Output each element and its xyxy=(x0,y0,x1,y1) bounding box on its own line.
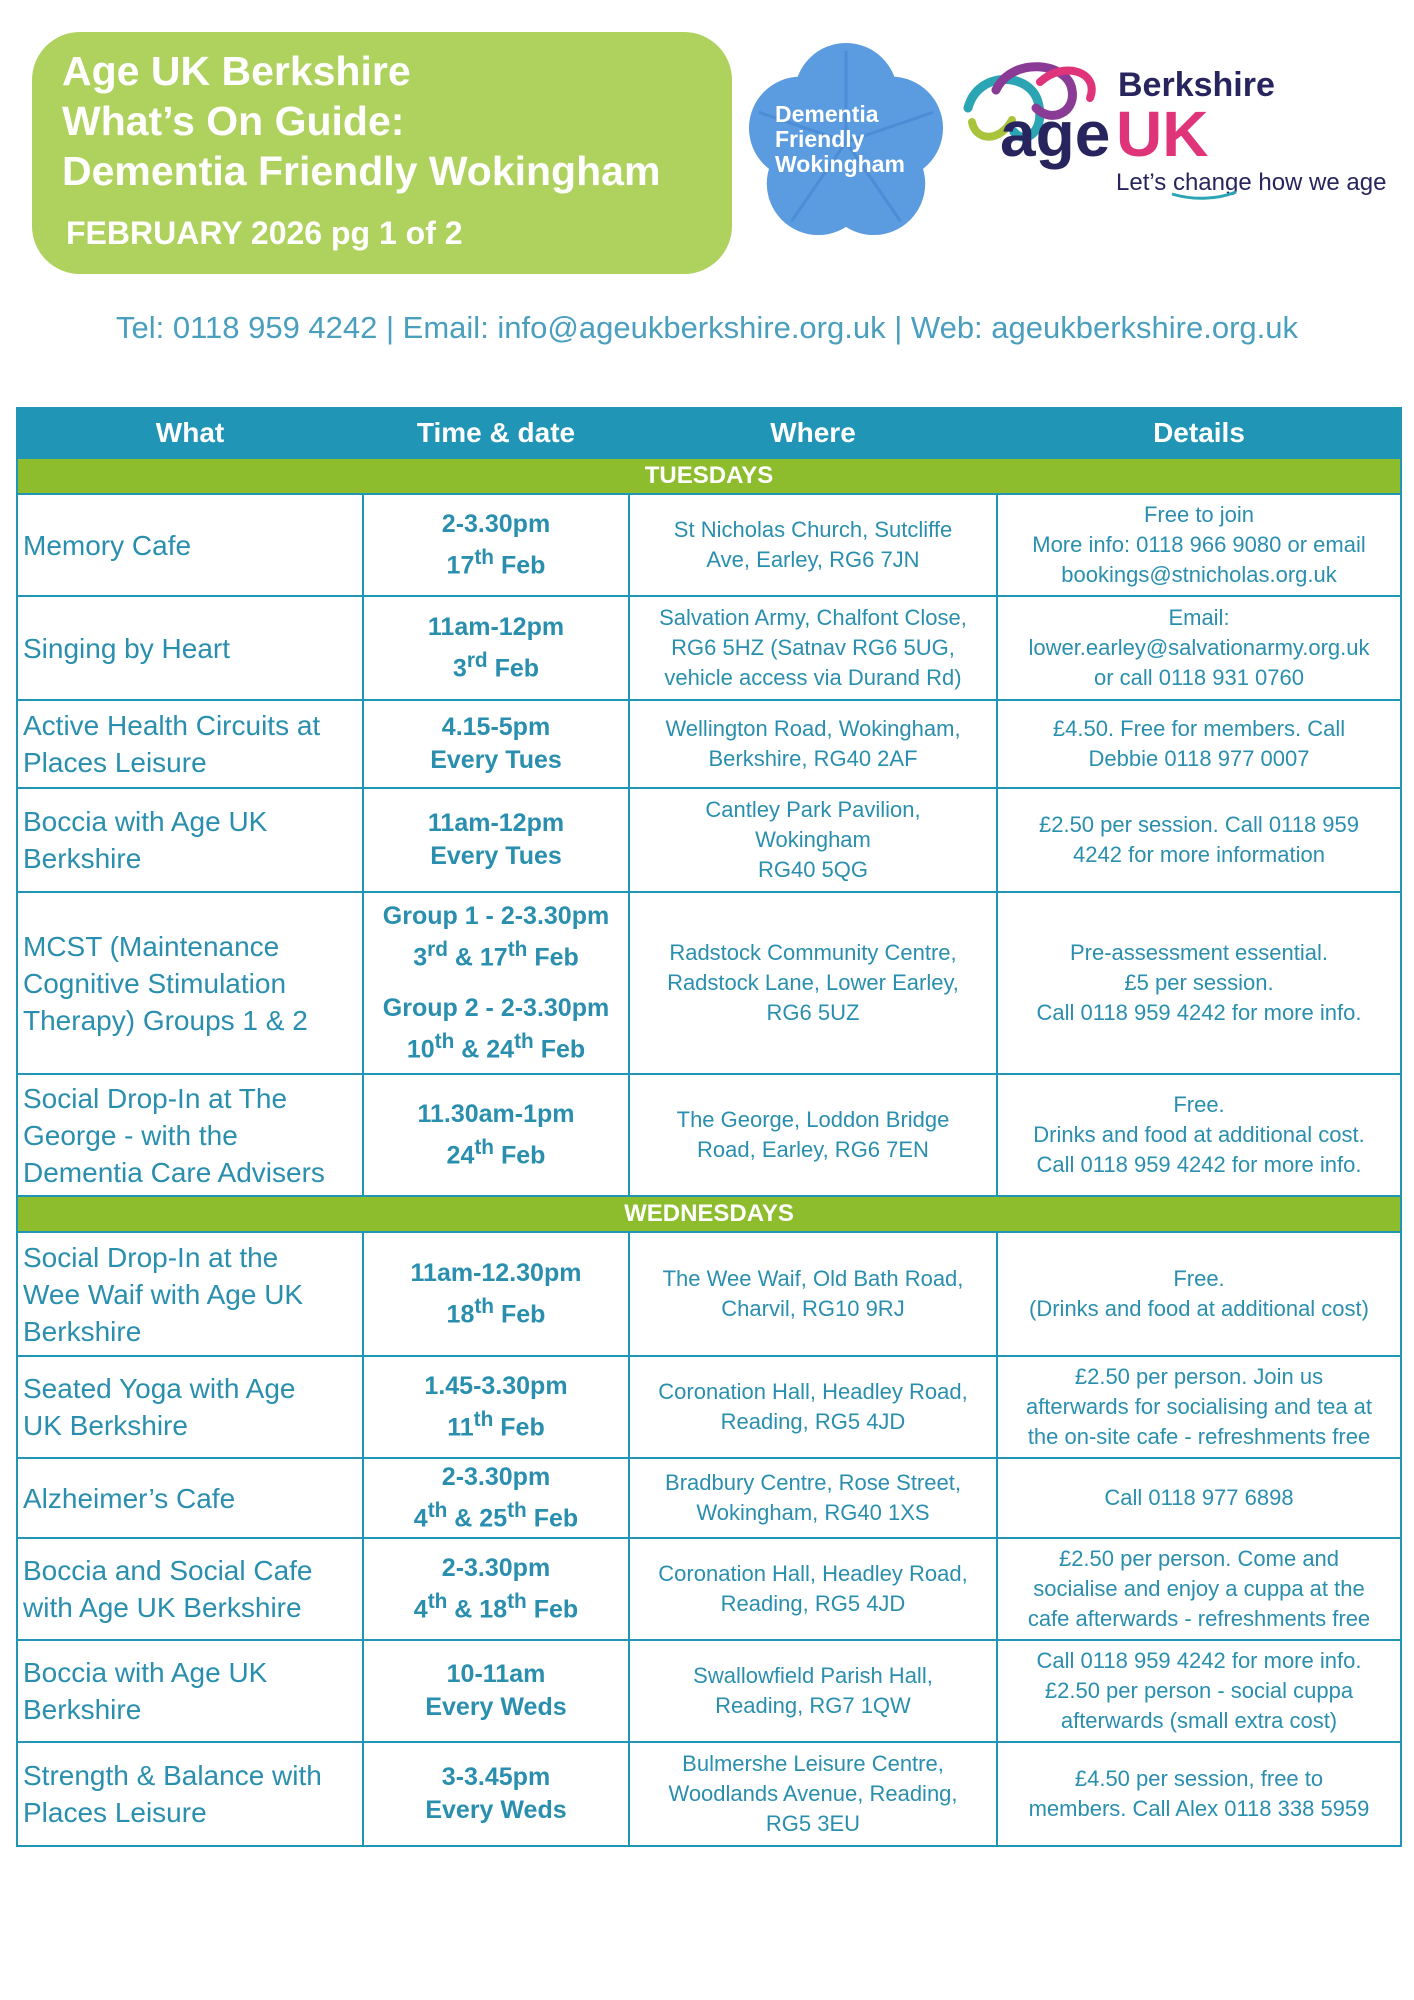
event-details: £4.50 per session, free to members. Call Alex 0118 338 5959 xyxy=(997,1742,1401,1846)
event-date: 18th Feb xyxy=(446,1294,546,1329)
section-row-tuesdays xyxy=(17,458,1401,494)
event-time-date xyxy=(363,596,629,700)
column-header-details: Details xyxy=(997,408,1401,458)
event-location: St Nicholas Church, Sutcliffe Ave, Earley, RG6 7JN xyxy=(629,494,997,596)
event-location: Bradbury Centre, Rose Street, Wokingham, RG40 1XS xyxy=(629,1458,997,1538)
event-time-date xyxy=(363,892,629,1074)
event-details: Call 0118 959 4242 for more info. £2.50 per person - social cuppa afterwards (small extra cost) xyxy=(997,1640,1401,1742)
event-details: Pre-assessment essential. £5 per session. Call 0118 959 4242 for more info. xyxy=(997,892,1401,1074)
event-date: 4th & 25th Feb xyxy=(413,1498,579,1533)
event-name: Singing by Heart xyxy=(17,596,363,700)
logo-tagline xyxy=(1116,169,1386,196)
section-label-wednesdays: WEDNESDAYS xyxy=(17,1196,1401,1232)
column-header-where: Where xyxy=(629,408,997,458)
event-date: Every Tues xyxy=(430,842,562,870)
event-location: Salvation Army, Chalfont Close, RG6 5HZ (Satnav RG6 5UG, vehicle access via Durand Rd) xyxy=(629,596,997,700)
logo-age-text: age xyxy=(1000,98,1111,170)
event-date: 3rd Feb xyxy=(452,648,540,683)
tagline-change: change xyxy=(1172,169,1252,196)
event-date: Every Tues xyxy=(430,746,562,774)
event-time-date xyxy=(363,1538,629,1640)
event-time-date xyxy=(363,1074,629,1196)
title-banner xyxy=(32,32,732,274)
event-location: Bulmershe Leisure Centre, Woodlands Avenue, Reading, RG5 3EU xyxy=(629,1742,997,1846)
event-name: Social Drop-In at The George - with the Dementia Care Advisers xyxy=(17,1074,363,1196)
group-1-time: Group 1 - 2-3.30pm xyxy=(382,901,610,930)
event-time: 11am-12pm xyxy=(427,612,565,641)
logo-uk-text: UK xyxy=(1116,98,1209,170)
event-time-date xyxy=(363,1232,629,1356)
table-row xyxy=(17,1356,1401,1458)
event-details: Free to join More info: 0118 966 9080 or email bookings@stnicholas.org.uk xyxy=(997,494,1401,596)
event-name: Strength & Balance with Places Leisure xyxy=(17,1742,363,1846)
event-name: Boccia and Social Cafe with Age UK Berkshire xyxy=(17,1538,363,1640)
event-name-line: Memory Cafe xyxy=(23,529,192,561)
event-time: 2-3.30pm xyxy=(441,1553,551,1582)
table-row xyxy=(17,1232,1401,1356)
section-row-wednesdays xyxy=(17,1196,1401,1232)
table-header-row xyxy=(17,408,1401,458)
table-row xyxy=(17,1640,1401,1742)
logo-berkshire-text: Berkshire xyxy=(1118,66,1275,104)
event-time: 10-11am xyxy=(446,1660,546,1688)
event-time-date xyxy=(363,1458,629,1538)
title-line-3: Dementia Friendly Wokingham xyxy=(62,148,661,194)
event-time-date xyxy=(363,494,629,596)
event-name: Seated Yoga with Age UK Berkshire xyxy=(17,1356,363,1458)
event-date: 24th Feb xyxy=(446,1135,546,1170)
event-date: Every Weds xyxy=(425,1693,567,1721)
table-row xyxy=(17,1074,1401,1196)
tagline-part: how we age xyxy=(1251,169,1387,196)
table-row xyxy=(17,596,1401,700)
event-time: 2-3.30pm xyxy=(441,509,551,538)
tagline-part: Let’s xyxy=(1116,169,1173,196)
event-location: Wellington Road, Wokingham, Berkshire, RG40 2AF xyxy=(629,700,997,788)
event-time-date xyxy=(363,700,629,788)
dementia-friendly-logo-text xyxy=(775,102,905,177)
event-location: Coronation Hall, Headley Road, Reading, RG5 4JD xyxy=(629,1356,997,1458)
whats-on-table xyxy=(16,407,1402,1847)
table-row xyxy=(17,1742,1401,1846)
subtitle-month-page: FEBRUARY 2026 pg 1 of 2 xyxy=(66,215,463,251)
event-name: Boccia with Age UK Berkshire xyxy=(17,788,363,892)
event-details: Call 0118 977 6898 xyxy=(997,1458,1401,1538)
event-time-date xyxy=(363,1640,629,1742)
event-time: 11am-12.30pm xyxy=(410,1258,582,1287)
title-line-1: Age UK Berkshire xyxy=(62,48,411,94)
column-header-time-date: Time & date xyxy=(363,408,629,458)
table-row xyxy=(17,788,1401,892)
event-time-date xyxy=(363,1742,629,1846)
event-details: Free. (Drinks and food at additional cost) xyxy=(997,1232,1401,1356)
event-time: 1.45-3.30pm xyxy=(424,1371,568,1400)
event-date: 17th Feb xyxy=(446,545,546,580)
table-row xyxy=(17,494,1401,596)
event-date: 4th & 18th Feb xyxy=(413,1589,579,1624)
event-name: MCST (Maintenance Cognitive Stimulation Therapy) Groups 1 & 2 xyxy=(17,892,363,1074)
contact-details: Tel: 0118 959 4242 | Email: info@ageukberkshire.org.uk | Web: ageukberkshire.org.uk xyxy=(115,310,1299,345)
event-time: 11.30am-1pm xyxy=(417,1099,575,1128)
event-name: Social Drop-In at the Wee Waif with Age UK Berkshire xyxy=(17,1232,363,1356)
event-details: £2.50 per person. Join us afterwards for socialising and tea at the on-site cafe - refreshments free xyxy=(997,1356,1401,1458)
event-location: Swallowfield Parish Hall, Reading, RG7 1QW xyxy=(629,1640,997,1742)
event-time-date xyxy=(363,1356,629,1458)
event-time: 2-3.30pm xyxy=(441,1462,551,1491)
event-details: £2.50 per person. Come and socialise and enjoy a cuppa at the cafe afterwards - refreshments free xyxy=(997,1538,1401,1640)
event-details: Free. Drinks and food at additional cost. Call 0118 959 4242 for more info. xyxy=(997,1074,1401,1196)
event-time: 3-3.45pm xyxy=(441,1763,551,1791)
table-row xyxy=(17,892,1401,1074)
table-row xyxy=(17,1538,1401,1640)
dfw-word: Dementia xyxy=(775,101,879,127)
event-details: £4.50. Free for members. Call Debbie 0118 977 0007 xyxy=(997,700,1401,788)
title-line-2: What’s On Guide: xyxy=(62,98,405,144)
event-name xyxy=(17,494,363,596)
group-1-dates: 3rd & 17th Feb xyxy=(413,937,579,971)
event-name: Boccia with Age UK Berkshire xyxy=(17,1640,363,1742)
event-date: Every Weds xyxy=(425,1796,567,1824)
group-2-dates: 10th & 24th Feb xyxy=(406,1030,586,1064)
column-header-what: What xyxy=(17,408,363,458)
event-name: Alzheimer’s Cafe xyxy=(17,1458,363,1538)
event-location: Radstock Community Centre, Radstock Lane, Lower Earley, RG6 5UZ xyxy=(629,892,997,1074)
event-time: 11am-12pm xyxy=(427,809,565,837)
event-details: £2.50 per session. Call 0118 959 4242 for more information xyxy=(997,788,1401,892)
section-label-tuesdays: TUESDAYS xyxy=(17,458,1401,494)
event-time-date xyxy=(363,788,629,892)
event-date: 11th Feb xyxy=(447,1407,545,1442)
event-location: The George, Loddon Bridge Road, Earley, RG6 7EN xyxy=(629,1074,997,1196)
event-location: The Wee Waif, Old Bath Road, Charvil, RG10 9RJ xyxy=(629,1232,997,1356)
email-link[interactable]: lower.earley@salvationarmy.org.uk xyxy=(1028,635,1370,660)
event-location: Cantley Park Pavilion, Wokingham RG40 5QG xyxy=(629,788,997,892)
event-details: Email: lower.earley@salvationarmy.org.uk or call 0118 931 0760 xyxy=(997,596,1401,700)
event-time: 4.15-5pm xyxy=(441,713,551,741)
dfw-word: Friendly xyxy=(775,126,865,152)
event-name: Active Health Circuits at Places Leisure xyxy=(17,700,363,788)
table-row xyxy=(17,1458,1401,1538)
event-location: Coronation Hall, Headley Road, Reading, RG5 4JD xyxy=(629,1538,997,1640)
group-2-time: Group 2 - 2-3.30pm xyxy=(382,994,610,1022)
dfw-word: Wokingham xyxy=(775,151,905,177)
table-row xyxy=(17,700,1401,788)
age-uk-berkshire-logo xyxy=(960,50,1400,200)
